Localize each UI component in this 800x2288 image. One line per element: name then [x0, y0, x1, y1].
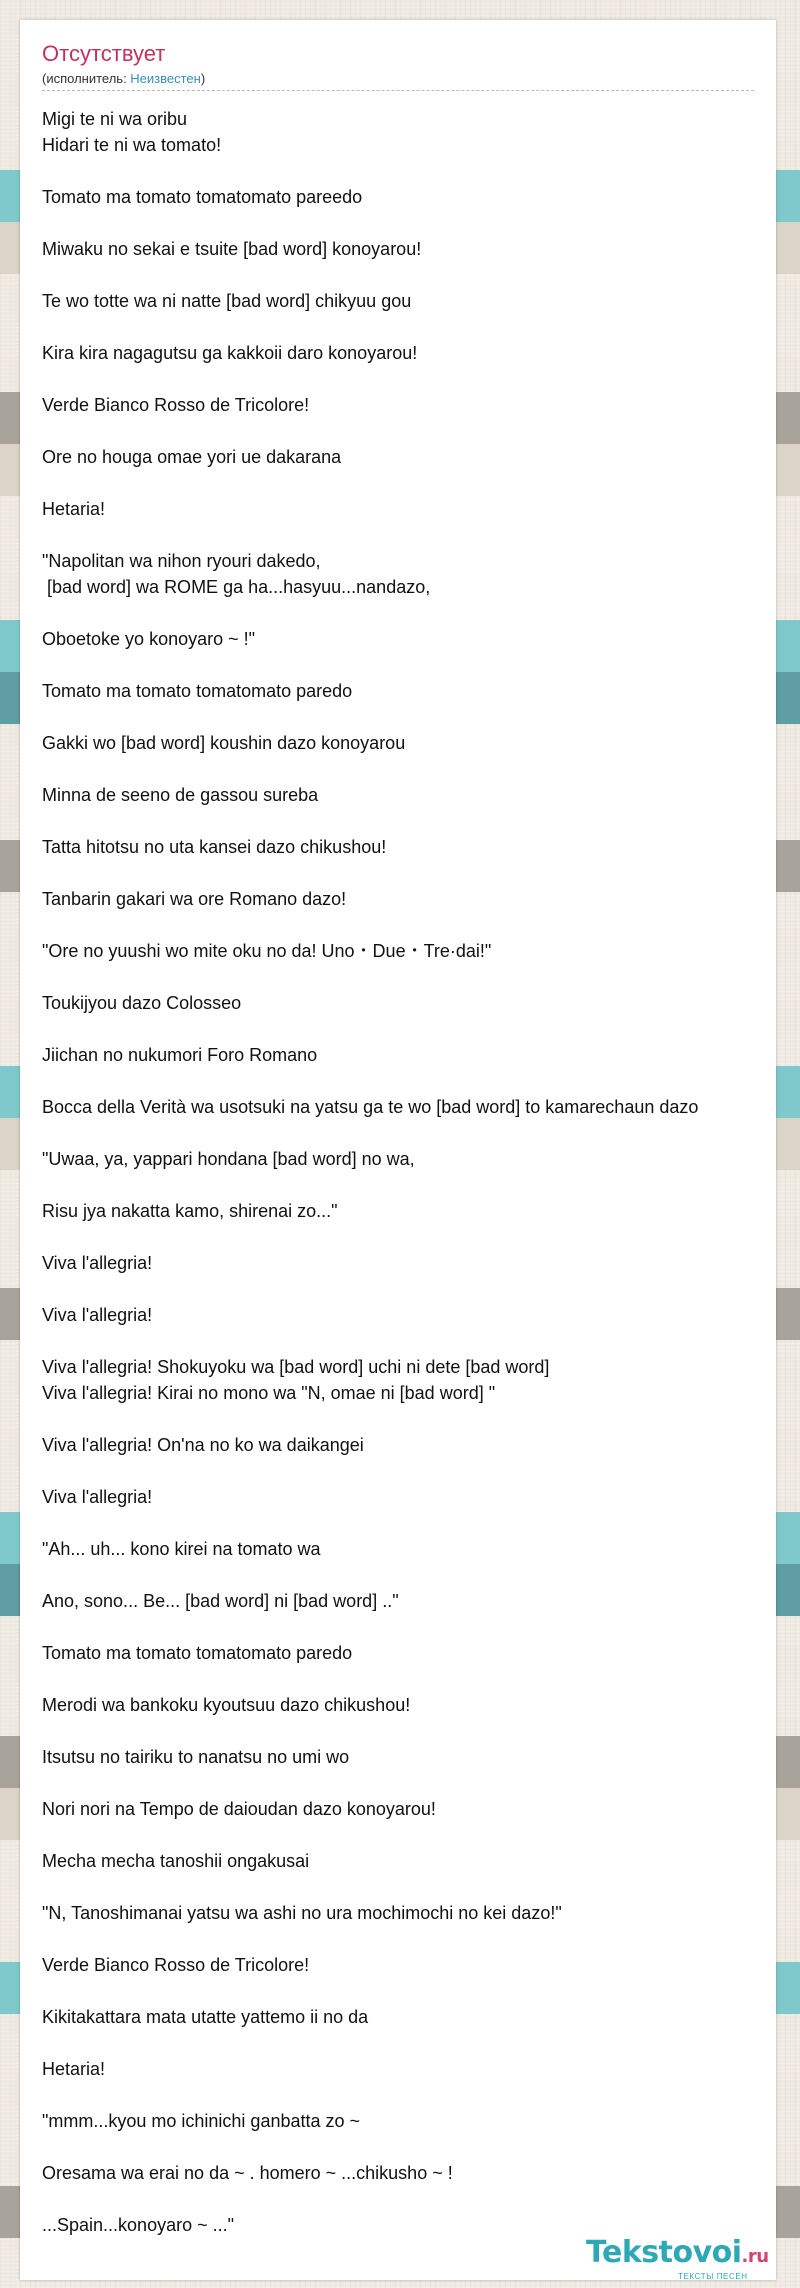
- lyric-line: Itsutsu no tairiku to nanatsu no umi wo: [42, 1747, 350, 1767]
- lyric-line: ...Spain...konoyaro ~ ...": [42, 2215, 234, 2235]
- lyrics-spacer: [42, 1172, 800, 1198]
- lyrics-body: [42, 106, 800, 2238]
- logo-domain-suffix: .ru: [741, 2246, 769, 2267]
- lyric-line: Nori nori na Tempo de daioudan dazo konoyarou!: [42, 1799, 436, 1819]
- lyrics-spacer: [42, 1120, 800, 1146]
- lyric-line: Verde Bianco Rosso de Tricolore!: [42, 1955, 310, 1975]
- lyrics-spacer: [42, 756, 800, 782]
- lyrics-spacer: [42, 158, 800, 184]
- lyric-line: "Napolitan wa nihon ryouri dakedo,: [42, 551, 321, 571]
- lyrics-spacer: [42, 1406, 800, 1432]
- lyrics-spacer: [42, 1068, 800, 1094]
- lyrics-spacer: [42, 1718, 800, 1744]
- lyric-line: Verde Bianco Rosso de Tricolore!: [42, 395, 310, 415]
- artist-suffix: ): [200, 71, 206, 86]
- lyric-line: Viva l'allegria!: [42, 1253, 153, 1273]
- song-title: Отсутствует: [42, 41, 166, 66]
- lyrics-spacer: [42, 210, 800, 236]
- lyrics-spacer: [42, 808, 800, 834]
- lyric-line: Oresama wa erai no da ~ . homero ~ ...chikusho ~ !: [42, 2163, 453, 2183]
- lyric-line: Tanbarin gakari wa ore Romano dazo!: [42, 889, 347, 909]
- lyric-line: Jiichan no nukumori Foro Romano: [42, 1045, 318, 1065]
- lyric-line: Hidari te ni wa tomato!: [42, 135, 222, 155]
- lyric-line: Migi te ni wa oribu: [42, 109, 188, 129]
- lyric-line: "N, Tanoshimanai yatsu wa ashi no ura mochimochi no kei dazo!": [42, 1903, 562, 1923]
- lyrics-spacer: [42, 1016, 800, 1042]
- lyrics-spacer: [42, 1276, 800, 1302]
- lyrics-spacer: [42, 262, 800, 288]
- lyrics-card: [20, 20, 776, 2280]
- lyric-line: Kira kira nagagutsu ga kakkoii daro konoyarou!: [42, 343, 418, 363]
- lyrics-spacer: [42, 860, 800, 886]
- lyric-line: Tomato ma tomato tomatomato paredo: [42, 1643, 353, 1663]
- lyrics-spacer: [42, 1458, 800, 1484]
- lyrics-spacer: [42, 2186, 800, 2212]
- lyrics-spacer: [42, 1562, 800, 1588]
- lyric-line: Te wo totte wa ni natte [bad word] chikyuu gou: [42, 291, 412, 311]
- logo-wordmark: [586, 2236, 796, 2274]
- lyrics-spacer: [42, 2134, 800, 2160]
- lyric-line: Hetaria!: [42, 2059, 106, 2079]
- artist-link[interactable]: Неизвестен: [130, 71, 201, 86]
- lyric-line: Gakki wo [bad word] koushin dazo konoyarou: [42, 733, 406, 753]
- lyric-line: "Ore no yuushi wo mite oku no da! Uno・Due・Tre·dai!": [42, 941, 492, 961]
- lyrics-spacer: [42, 1614, 800, 1640]
- artist-prefix: (исполнитель:: [42, 71, 131, 86]
- lyric-line: Ano, sono... Be... [bad word] ni [bad word] ..": [42, 1591, 399, 1611]
- lyric-line: Viva l'allegria! Kirai no mono wa "N, omae ni [bad word] ": [42, 1383, 496, 1403]
- lyrics-spacer: [42, 912, 800, 938]
- lyrics-spacer: [42, 1666, 800, 1692]
- lyrics-spacer: [42, 418, 800, 444]
- lyric-line: Mecha mecha tanoshii ongakusai: [42, 1851, 310, 1871]
- lyrics-spacer: [42, 652, 800, 678]
- lyrics-spacer: [42, 964, 800, 990]
- lyrics-spacer: [42, 1770, 800, 1796]
- lyric-line: "Ah... uh... kono kirei na tomato wa: [42, 1539, 321, 1559]
- lyrics-spacer: [42, 600, 800, 626]
- lyric-line: Merodi wa bankoku kyoutsuu dazo chikushou!: [42, 1695, 411, 1715]
- lyric-line: Tatta hitotsu no uta kansei dazo chikushou!: [42, 837, 387, 857]
- lyric-line: Kikitakattara mata utatte yattemo ii no da: [42, 2007, 369, 2027]
- lyrics-spacer: [42, 1978, 800, 2004]
- lyrics-spacer: [42, 1822, 800, 1848]
- lyric-line: Viva l'allegria! Shokuyoku wa [bad word] uchi ni dete [bad word]: [42, 1357, 550, 1377]
- lyric-line: Minna de seeno de gassou sureba: [42, 785, 319, 805]
- lyrics-spacer: [42, 1874, 800, 1900]
- lyric-line: Miwaku no sekai e tsuite [bad word] konoyarou!: [42, 239, 422, 259]
- site-logo[interactable]: [586, 2236, 796, 2286]
- lyric-line: Viva l'allegria!: [42, 1487, 153, 1507]
- lyrics-spacer: [42, 1510, 800, 1536]
- lyrics-spacer: [42, 1224, 800, 1250]
- lyric-line: Viva l'allegria!: [42, 1305, 153, 1325]
- logo-tagline: ТЕКСТЫ ПЕСЕН: [678, 2272, 748, 2281]
- lyric-line: Viva l'allegria! On'na no ko wa daikangei: [42, 1435, 364, 1455]
- lyric-line: Hetaria!: [42, 499, 106, 519]
- lyric-line: Oboetoke yo konoyaro ~ !": [42, 629, 256, 649]
- lyrics-spacer: [42, 2030, 800, 2056]
- artist-line: [42, 70, 754, 88]
- lyrics-spacer: [42, 1328, 800, 1354]
- lyric-line: Bocca della Verità wa usotsuki na yatsu ga te wo [bad word] to kamarechaun dazo: [42, 1097, 699, 1117]
- lyric-line: Toukijyou dazo Colosseo: [42, 993, 242, 1013]
- lyrics-spacer: [42, 1926, 800, 1952]
- lyric-line: Tomato ma tomato tomatomato pareedo: [42, 187, 363, 207]
- lyrics-spacer: [42, 704, 800, 730]
- lyric-line: [bad word] wa ROME ga ha...hasyuu...nandazo,: [42, 577, 431, 597]
- lyrics-spacer: [42, 522, 800, 548]
- lyric-line: Ore no houga omae yori ue dakarana: [42, 447, 342, 467]
- lyric-line: "Uwaa, ya, yappari hondana [bad word] no wa,: [42, 1149, 415, 1169]
- lyrics-spacer: [42, 366, 800, 392]
- header-divider: [42, 90, 754, 91]
- lyrics-spacer: [42, 2082, 800, 2108]
- lyric-line: "mmm...kyou mo ichinichi ganbatta zo ~: [42, 2111, 361, 2131]
- logo-main-text: Tekstovoi: [586, 2235, 742, 2270]
- lyric-line: Risu jya nakatta kamo, shirenai zo...": [42, 1201, 338, 1221]
- lyric-line: Tomato ma tomato tomatomato paredo: [42, 681, 353, 701]
- lyrics-spacer: [42, 470, 800, 496]
- song-header: [42, 40, 754, 91]
- lyrics-spacer: [42, 314, 800, 340]
